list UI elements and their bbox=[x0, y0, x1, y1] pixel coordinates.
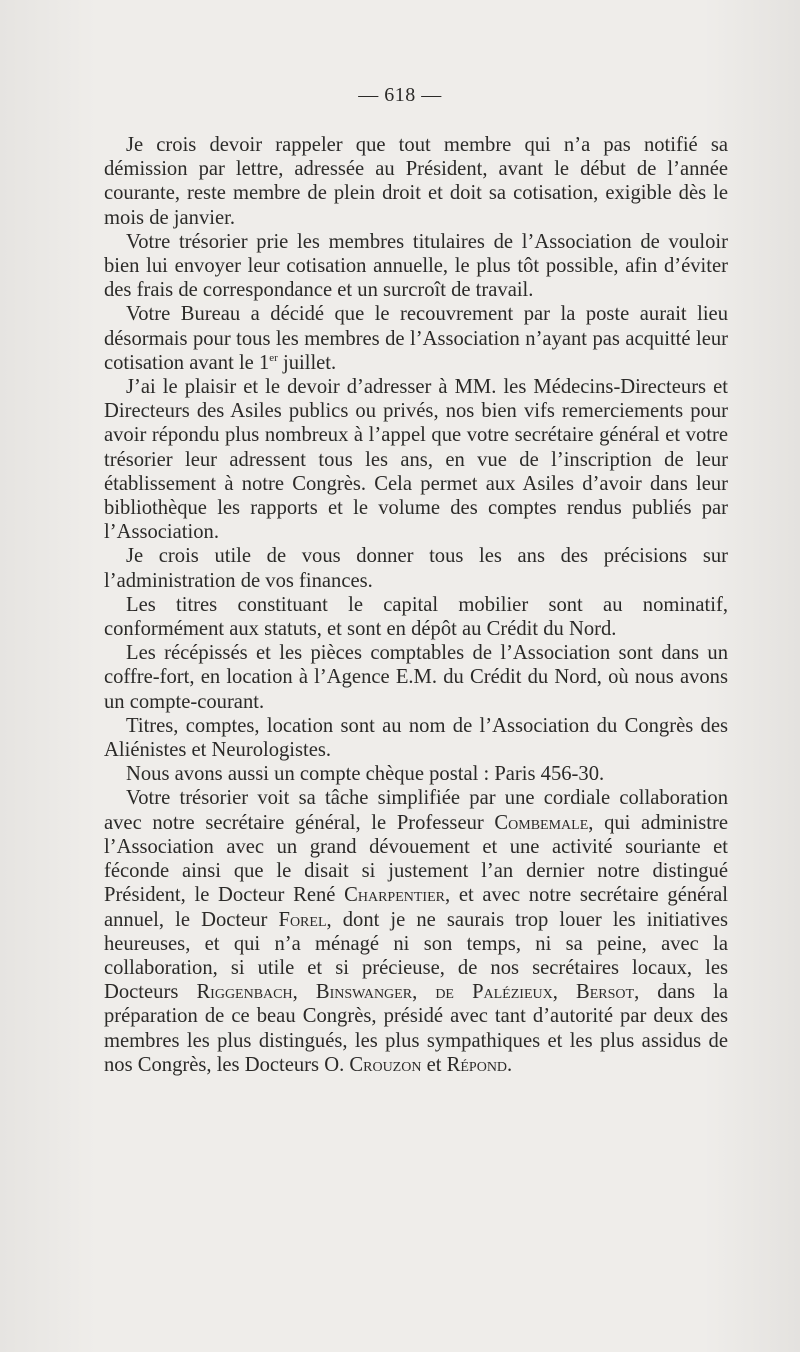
text-run: , bbox=[292, 981, 316, 1004]
paragraph-cotisation: Votre trésorier prie les membres titulaires de l’Association de vouloir bien lui envoyer leur cotisation annuelle, le plus tôt possible, afin d’éviter des frais de correspondance et un surcroît de travail. bbox=[104, 230, 728, 302]
paragraph-collaboration bbox=[104, 786, 728, 1076]
paragraph-finances: Je crois utile de vous donner tous les ans des précisions sur l’administration de vos finances. bbox=[104, 545, 728, 592]
text-run: et bbox=[421, 1053, 447, 1076]
person-name: Bersot bbox=[575, 981, 635, 1004]
text-run: , bbox=[552, 981, 576, 1004]
person-name: Crouzon bbox=[349, 1053, 422, 1076]
paragraph-thanks: J’ai le plaisir et le devoir d’adresser à MM. les Médecins-Directeurs et Directeurs des Asiles publics ou privés, nos bien vifs remerciements pour avoir répondu plus nombreux à l’appel que votre secrétaire général et votre trésorier leur adressent tous les ans, en vue de l’inscription de leur établissement à notre Congrès. Cela permet aux Asiles d’avoir dans leur bibliothèque les rapports et le volume des comptes rendus publiés par l’Association. bbox=[104, 376, 728, 544]
text-run: Votre trésorier voit sa tâche simplifiée par une cordiale collaboration avec notre secrétaire général, le Professeur bbox=[104, 787, 728, 834]
text-run: , qui administre l’Association avec un grand dévouement et une activité souriante et féconde ainsi que le disait si justement l’an dernier notre distingué Président, le Docteur René bbox=[104, 811, 728, 907]
text-run: . bbox=[507, 1053, 513, 1076]
person-name: Répond bbox=[446, 1053, 508, 1076]
paragraph-bureau bbox=[104, 302, 728, 375]
paragraph-membership: Je crois devoir rappeler que tout membre qui n’a pas notifié sa démission par lettre, adressée au Président, avant le début de l’année courante, reste membre de plein droit et doit sa cotisation, exigible dès le mois de janvier. bbox=[104, 134, 728, 229]
page-number: — 618 — bbox=[358, 84, 442, 106]
paragraph-titres: Les titres constituant le capital mobilier sont au nominatif, conformément aux statuts, et sont en dépôt au Crédit du Nord. bbox=[104, 593, 728, 641]
text-run: , bbox=[412, 981, 436, 1004]
person-name: de Palézieux bbox=[435, 981, 553, 1004]
ordinal-superscript: er bbox=[269, 351, 278, 364]
person-name: Forel bbox=[278, 908, 327, 931]
text-run: , dont je ne saurais trop louer les initiatives heureuses, et qui n’a ménagé ni son temps, ni sa peine, avec la collaboration, si utile et si précieuse, de nos secrétaires locaux, les Docteurs bbox=[104, 908, 728, 1004]
body-text bbox=[104, 133, 728, 1077]
person-name: Charpentier bbox=[344, 884, 445, 907]
text-run: , et avec notre secrétaire général annuel, le Docteur bbox=[104, 884, 728, 931]
person-name: Riggenbach bbox=[196, 981, 293, 1004]
bureau-text-end: juillet. bbox=[277, 351, 337, 374]
paragraph-cheque: Nous avons aussi un compte chèque postal : Paris 456-30. bbox=[126, 763, 605, 786]
person-name: Combemale bbox=[494, 811, 589, 834]
paragraph-nom: Titres, comptes, location sont au nom de l’Association du Congrès des Aliénistes et Neurologistes. bbox=[104, 714, 728, 762]
bureau-text: Votre Bureau a décidé que le recouvrement par la poste aurait lieu désormais pour tous les membres de l’Association n’ayant pas acquitté leur cotisation avant le 1 bbox=[104, 303, 728, 374]
text-run: , dans la préparation de ce beau Congrès, présidé avec tant d’autorité par deux des membres les plus distingués, les plus sympathiques et les plus assidus de nos Congrès, les Docteurs O. bbox=[104, 981, 729, 1076]
paragraph-recepisses: Les récépissés et les pièces comptables de l’Association sont dans un coffre-fort, en location à l’Agence E.M. du Crédit du Nord, où nous avons un compte-courant. bbox=[104, 642, 728, 713]
person-name: Binswanger bbox=[315, 981, 413, 1004]
